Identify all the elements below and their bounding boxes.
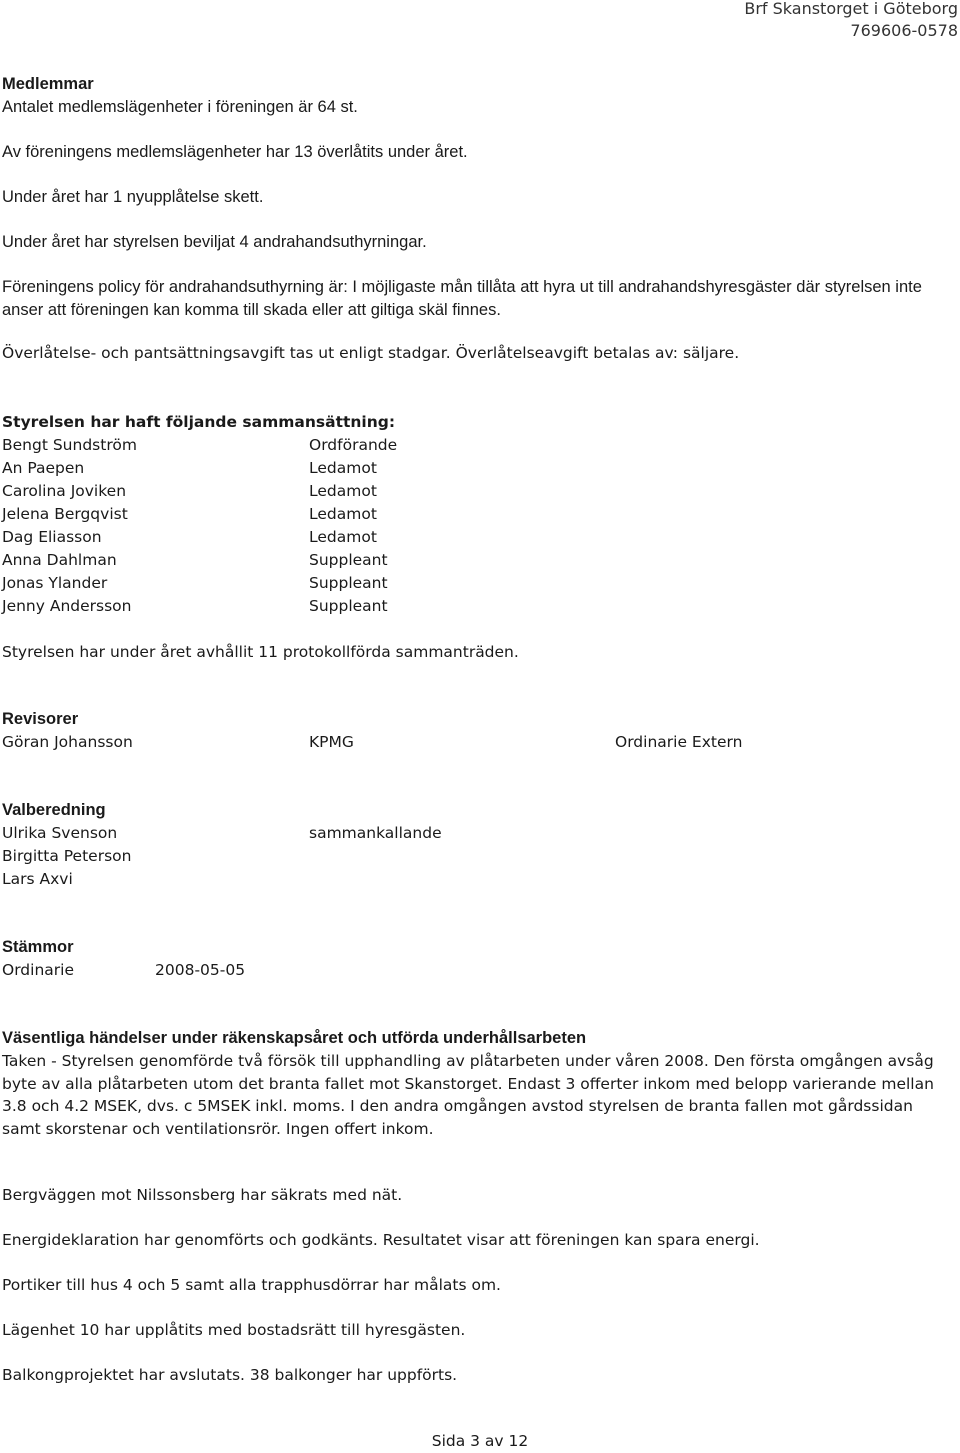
event-item: Portiker till hus 4 och 5 samt alla trapphusdörrar har målats om. — [2, 1276, 501, 1294]
transfer-fees: Överlåtelse- och pantsättningsavgift tas ut enligt stadgar. Överlåtelseavgift betalas av: säljare. — [2, 344, 740, 362]
board-member-name: Jelena Bergqvist — [2, 505, 128, 523]
nomination-member: Birgitta Peterson — [2, 847, 132, 865]
board-meetings: Styrelsen har under året avhållit 11 protokollförda sammanträden. — [2, 643, 519, 661]
board-member-role: Suppleant — [309, 574, 388, 592]
board-member-name: Jenny Andersson — [2, 597, 132, 615]
meeting-date: 2008-05-05 — [155, 961, 246, 979]
event-item: Lägenhet 10 har upplåtits med bostadsrätt till hyresgästen. — [2, 1321, 466, 1339]
auditor-name: Göran Johansson — [2, 733, 133, 751]
board-member-role: Suppleant — [309, 597, 388, 615]
auditors-heading: Revisorer — [2, 710, 79, 728]
auditor-type: Ordinarie Extern — [615, 733, 743, 751]
members-line: Av föreningens medlemslägenheter har 13 överlåtits under året. — [2, 143, 468, 161]
members-line: Antalet medlemslägenheter i föreningen är 64 st. — [2, 98, 358, 116]
sublet-policy: Föreningens policy för andrahandsuthyrning är: I möjligaste mån tillåta att hyra ut till andrahandshyresgäster där styrelsen inte anser att föreningen kan komma till skada eller att giltiga skäl finnes. — [2, 278, 922, 319]
roof-description: Taken - Styrelsen genomförde två försök till upphandling av plåtarbeten under våren 2008. Den första omgången avsåg byte av alla plåtarbeten utom det branta fallet mot Skanstorget. Endast 3 offerter inkom med belopp varierande mellan 3.8 och 4.2 MSEK, dvs. c 5MSEK inkl. moms. I den andra omgången avstod styrelsen de branta fallen mot gårdssidan samt skorstenar och ventilationsrör. Ingen offert inkom. — [2, 1052, 934, 1138]
members-heading: Medlemmar — [2, 75, 94, 93]
board-member-name: An Paepen — [2, 459, 85, 477]
event-item: Bergväggen mot Nilssonsberg har säkrats med nät. — [2, 1186, 403, 1204]
board-member-role: Ledamot — [309, 505, 377, 523]
auditor-firm: KPMG — [309, 733, 354, 751]
members-line: Under året har 1 nyupplåtelse skett. — [2, 188, 264, 206]
nomination-convener: sammankallande — [309, 824, 442, 842]
board-member-role: Ledamot — [309, 459, 377, 477]
board-heading: Styrelsen har haft följande sammansättning: — [2, 413, 396, 431]
board-member-name: Dag Eliasson — [2, 528, 102, 546]
board-member-role: Ordförande — [309, 436, 398, 454]
board-member-name: Carolina Joviken — [2, 482, 127, 500]
board-member-role: Suppleant — [309, 551, 388, 569]
members-line: Under året har styrelsen beviljat 4 andrahandsuthyrningar. — [2, 233, 427, 251]
meetings-heading: Stämmor — [2, 938, 74, 956]
nomination-member: Lars Axvi — [2, 870, 73, 888]
org-number: 769606-0578 — [850, 21, 958, 40]
event-item: Balkongprojektet har avslutats. 38 balkonger har uppförts. — [2, 1366, 458, 1384]
page-number: Sida 3 av 12 — [431, 1432, 529, 1450]
events-heading: Väsentliga händelser under räkenskapsåret och utförda underhållsarbeten — [2, 1029, 587, 1047]
board-member-role: Ledamot — [309, 528, 377, 546]
board-member-name: Anna Dahlman — [2, 551, 117, 569]
board-member-name: Jonas Ylander — [2, 574, 108, 592]
org-name: Brf Skanstorget i Göteborg — [744, 0, 958, 18]
board-member-role: Ledamot — [309, 482, 377, 500]
nomination-heading: Valberedning — [2, 801, 106, 819]
meeting-type: Ordinarie — [2, 961, 74, 979]
nomination-member: Ulrika Svenson — [2, 824, 118, 842]
event-item: Energideklaration har genomförts och godkänts. Resultatet visar att föreningen kan spara energi. — [2, 1231, 760, 1249]
board-member-name: Bengt Sundström — [2, 436, 137, 454]
